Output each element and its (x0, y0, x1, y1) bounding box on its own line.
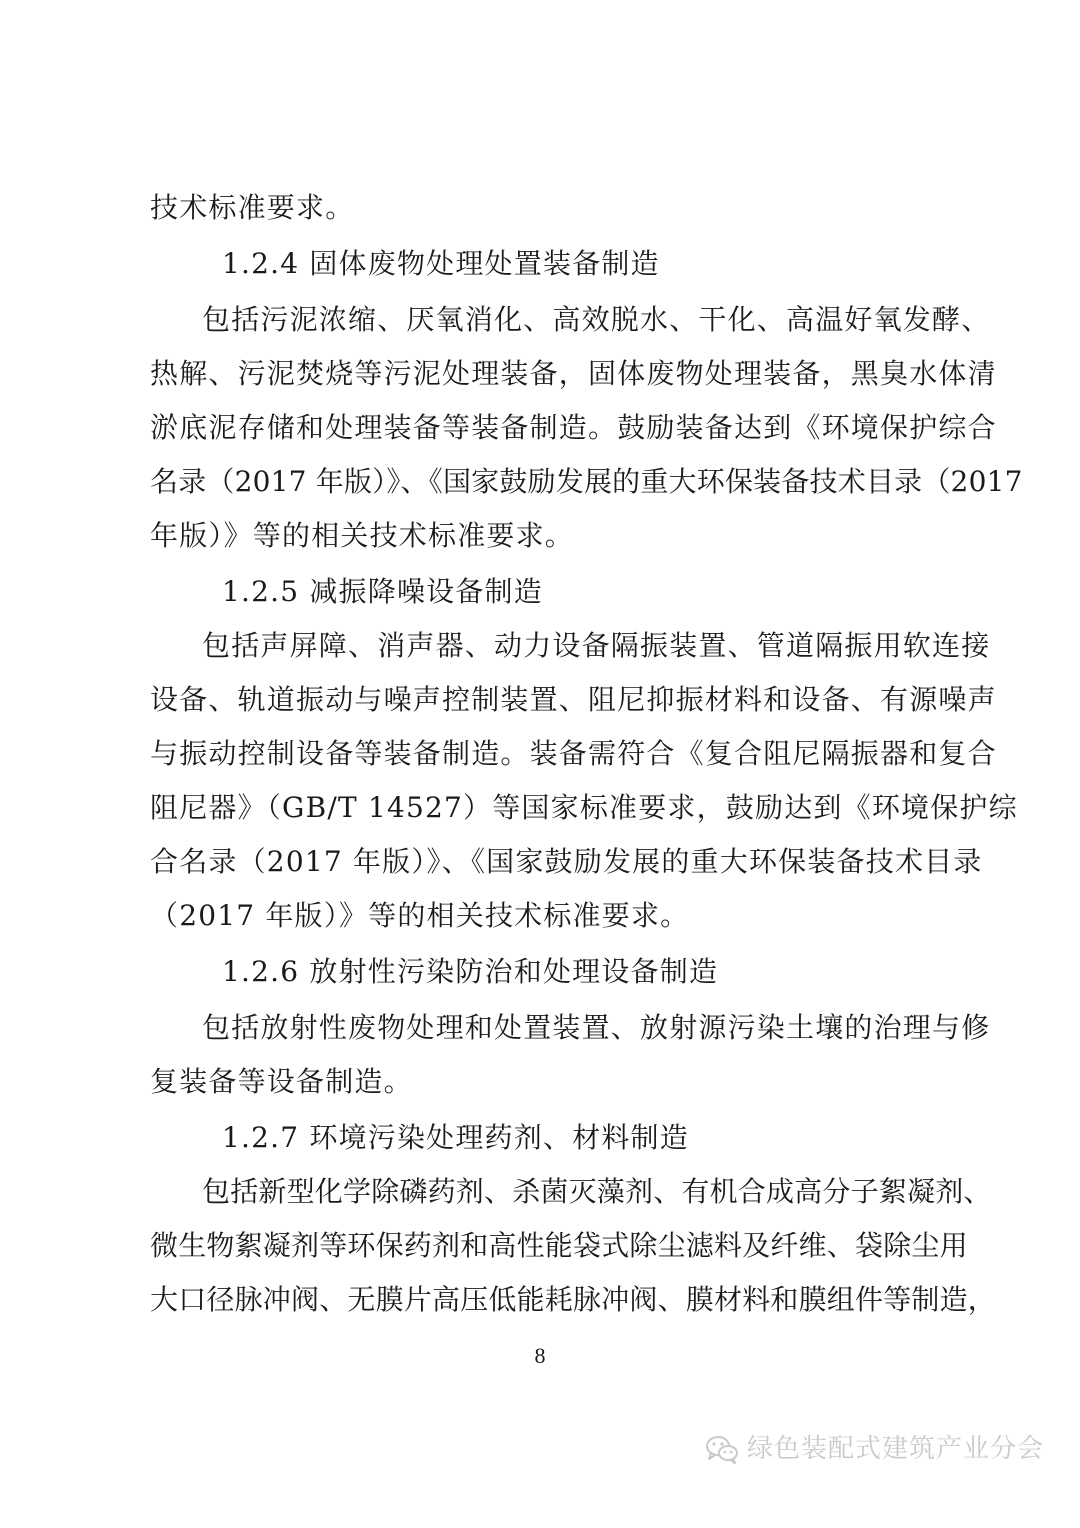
body-line: 热解、污泥焚烧等污泥处理装备，固体废物处理装备，黑臭水体清 (150, 357, 997, 390)
body-line: 包括污泥浓缩、厌氧消化、高效脱水、干化、高温好氧发酵、 (202, 303, 991, 336)
section-heading-1-2-6: 1.2.6 放射性污染防治和处理设备制造 (222, 955, 719, 988)
wechat-icon (705, 1434, 739, 1464)
body-line: 合名录（2017 年版）》、《国家鼓励发展的重大环保装备技术目录 (150, 845, 983, 878)
body-line: 大口径脉冲阀、无膜片高压低能耗脉冲阀、膜材料和膜组件等制造， (150, 1283, 997, 1316)
body-line: 复装备等设备制造。 (150, 1065, 413, 1098)
body-line: 包括新型化学除磷药剂、杀菌灭藻剂、有机合成高分子絮凝剂、 (202, 1175, 992, 1208)
body-line: 年版）》等的相关技术标准要求。 (150, 519, 575, 552)
body-line: 淤底泥存储和处理装备等装备制造。鼓励装备达到《环境保护综合 (150, 411, 997, 444)
page-number: 8 (534, 1343, 546, 1368)
body-line: 名录（2017 年版）》、《国家鼓励发展的重大环保装备技术目录（2017 (150, 465, 1023, 498)
body-line: 包括放射性废物处理和处置装置、放射源污染土壤的治理与修 (202, 1011, 991, 1044)
body-line: 微生物絮凝剂等环保药剂和高性能袋式除尘滤料及纤维、袋除尘用 (150, 1229, 968, 1262)
watermark-text: 绿色装配式建筑产业分会 (746, 1434, 1044, 1464)
section-heading-1-2-4: 1.2.4 固体废物处理处置装备制造 (222, 247, 660, 280)
body-line: （2017 年版）》等的相关技术标准要求。 (150, 899, 690, 932)
section-heading-1-2-7: 1.2.7 环境污染处理药剂、材料制造 (222, 1121, 689, 1154)
body-line: 技术标准要求。 (150, 191, 355, 224)
body-line: 与振动控制设备等装备制造。装备需符合《复合阻尼隔振器和复合 (150, 737, 997, 770)
body-line: 阻尼器》（GB/T 14527）等国家标准要求，鼓励达到《环境保护综 (150, 791, 1018, 824)
body-line: 设备、轨道振动与噪声控制装置、阻尼抑振材料和设备、有源噪声 (150, 683, 997, 716)
watermark (705, 1432, 1044, 1466)
section-heading-1-2-5: 1.2.5 减振降噪设备制造 (222, 575, 543, 608)
body-line: 包括声屏障、消声器、动力设备隔振装置、管道隔振用软连接 (202, 629, 991, 662)
